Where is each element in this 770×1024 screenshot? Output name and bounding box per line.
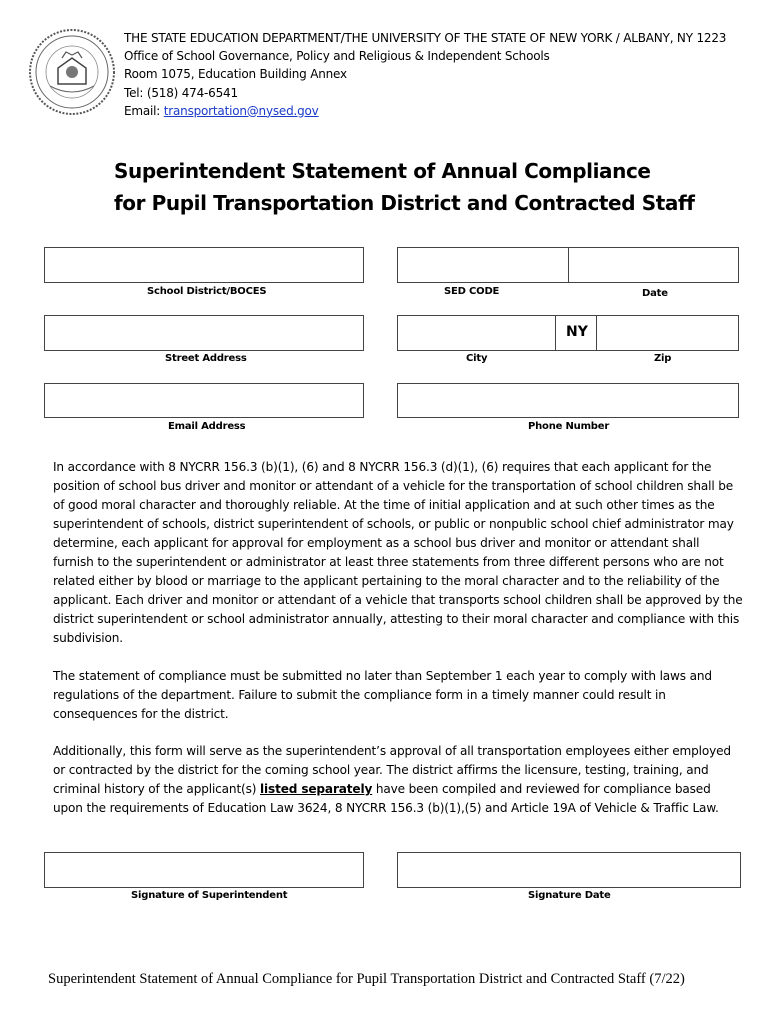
page-footer: Superintendent Statement of Annual Compliance for Pupil Transportation District and Contracted Staff (7/22) [48, 971, 685, 987]
header-line-1: THE STATE EDUCATION DEPARTMENT/THE UNIVERSITY OF THE STATE OF NEW YORK / ALBANY, NY 1223 [124, 31, 727, 45]
state-seal-icon [28, 28, 116, 116]
compliance-paragraph-3: Additionally, this form will serve as the superintendent’s approval of all transportation employees either employed or contracted by the district for the coming school year. The district affirms the licensure, testing, training, and criminal history of the applicant(s) listed separately have been compiled and reviewed for compliance based upon the requirements of Education Law 3624, 8 NYCRR 156.3 (b)(1),(5) and Article 19A of Vehicle & Traffic Law. [53, 744, 731, 815]
email-link[interactable]: transportation@nysed.gov [163, 103, 319, 118]
header-line-4: Tel: (518) 474-6541 [124, 85, 238, 100]
signature-date-label: Signature Date [528, 890, 611, 901]
school-district-field[interactable] [44, 247, 364, 283]
street-address-field[interactable] [44, 315, 364, 351]
header-line-2: Office of School Governance, Policy and Religious & Independent Schools [124, 49, 550, 64]
date-label: Date [642, 288, 668, 299]
email-address-field[interactable] [44, 383, 364, 418]
phone-number-field[interactable] [397, 383, 739, 418]
street-address-label: Street Address [165, 353, 247, 364]
signature-field[interactable] [44, 852, 364, 888]
letterhead [124, 29, 726, 120]
phone-number-label: Phone Number [528, 421, 610, 432]
zip-field[interactable] [596, 315, 739, 351]
title-line-2: for Pupil Transportation District and Contracted Staff [114, 191, 695, 215]
date-field[interactable] [568, 247, 739, 283]
email-address-label: Email Address [168, 421, 246, 432]
signature-date-field[interactable] [397, 852, 741, 888]
listed-separately-text: listed separately [260, 782, 373, 796]
sed-code-label: SED CODE [444, 286, 500, 297]
school-district-label: School District/BOCES [147, 286, 267, 297]
sed-code-field[interactable] [397, 247, 569, 283]
header-email-line: Email: transportation@nysed.gov [124, 103, 319, 118]
state-value: NY [566, 324, 588, 340]
signature-label: Signature of Superintendent [131, 890, 288, 901]
title-line-1: Superintendent Statement of Annual Compliance [114, 159, 651, 183]
compliance-paragraph-2: The statement of compliance must be submitted no later than September 1 each year to comply with laws and regulations of the department. Failure to submit the compliance form in a timely manner could result in consequences for the district. [53, 669, 712, 721]
compliance-paragraph-1: In accordance with 8 NYCRR 156.3 (b)(1), (6) and 8 NYCRR 156.3 (d)(1), (6) requires that each applicant for the position of school bus driver and monitor or attendant of a vehicle for the transportation of school children shall be of good moral character and thoroughly reliable. At the time of initial application and at such other times as the superintendent of schools, district superintendent of schools, or public or nonpublic school chief administrator may determine, each applicant for approval for employment as a school bus driver and monitor or attendant shall furnish to the superintendent or administrator at least three statements from three different persons who are not related either by blood or marriage to the applicant pertaining to the moral character and to the reliability of the applicant. Each driver and monitor or attendant of a vehicle that transports school children shall be approved by the district superintendent or school administrator annually, attesting to their moral character and compliance with this subdivision. [53, 460, 743, 645]
header-line-3: Room 1075, Education Building Annex [124, 67, 347, 82]
city-field[interactable] [397, 315, 556, 351]
city-label: City [466, 353, 488, 364]
zip-label: Zip [654, 353, 672, 364]
form-title [114, 155, 695, 219]
